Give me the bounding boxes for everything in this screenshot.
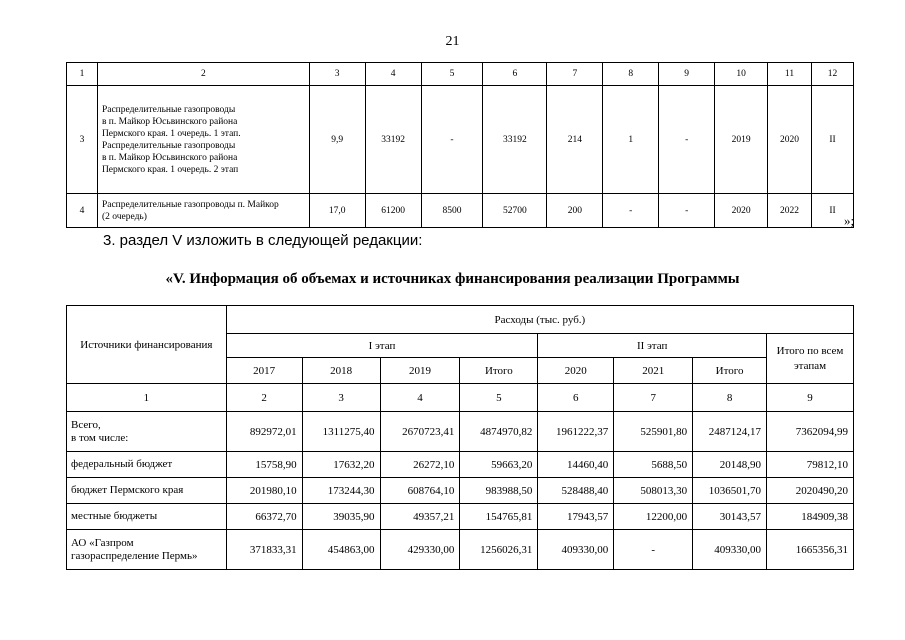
value-cell: 59663,20 [460,452,538,478]
name-line: в том числе: [71,431,129,444]
object-name [97,86,309,194]
cell: 2020 [715,194,768,228]
value-cell: 201980,10 [226,478,302,504]
value-cell: 2670723,41 [380,412,460,452]
name-line: в п. Майкор Юсьвинского района [101,152,238,163]
value-cell: 371833,31 [226,530,302,570]
value-cell: 525901,80 [614,412,693,452]
cell: II [811,86,853,194]
value-cell: 1665356,31 [767,530,854,570]
value-cell: 409330,00 [538,530,614,570]
column-number: 9 [767,384,854,412]
closing-quote: »; [844,213,855,228]
cell: - [659,86,715,194]
column-numbers-row [67,384,854,412]
value-cell: 2487124,17 [693,412,767,452]
row-number: 3 [67,86,98,194]
value-cell: - [614,530,693,570]
name-line: АО «Газпром [71,536,134,549]
name-line: (2 очередь) [101,211,147,222]
sources-header: Источники финансирования [67,306,227,384]
value-cell: 429330,00 [380,530,460,570]
year-header: 2021 [614,358,693,384]
column-number: 1 [67,63,98,86]
object-name [97,194,309,228]
column-number: 7 [614,384,693,412]
table-header-row [67,63,854,86]
table-row [67,478,854,504]
table-row [67,194,854,228]
value-cell: 4874970,82 [460,412,538,452]
column-number: 9 [659,63,715,86]
column-number: 6 [483,63,547,86]
value-cell: 508013,30 [614,478,693,504]
header-row [67,306,854,334]
value-cell: 2020490,20 [767,478,854,504]
stage1-header: I этап [226,334,538,358]
source-name: федеральный бюджет [67,452,227,478]
value-cell: 892972,01 [226,412,302,452]
value-cell: 79812,10 [767,452,854,478]
column-number: 5 [460,384,538,412]
cell: 33192 [365,86,421,194]
row-number: 4 [67,194,98,228]
name-line: Распределительные газопроводы [101,104,236,115]
name-line: Пермского края. 1 очередь. 1 этап. [101,128,241,139]
value-cell: 26272,10 [380,452,460,478]
column-number: 12 [811,63,853,86]
expenses-header: Расходы (тыс. руб.) [226,306,853,334]
cell: II [811,194,853,228]
name-line: Пермского края. 1 очередь. 2 этап [101,164,239,175]
source-name [67,530,227,570]
value-cell: 154765,81 [460,504,538,530]
cell: 1 [603,86,659,194]
value-cell: 983988,50 [460,478,538,504]
value-cell: 49357,21 [380,504,460,530]
column-number: 1 [67,384,227,412]
column-number: 2 [97,63,309,86]
column-number: 8 [603,63,659,86]
value-cell: 39035,90 [302,504,380,530]
stage2-header: II этап [538,334,767,358]
name-line: газораспределение Пермь» [71,549,198,562]
cell: 52700 [483,194,547,228]
cell: - [659,194,715,228]
cell: 2019 [715,86,768,194]
value-cell: 17943,57 [538,504,614,530]
table-row [67,452,854,478]
value-cell: 1256026,31 [460,530,538,570]
column-number: 5 [421,63,483,86]
year-header: 2020 [538,358,614,384]
name-line: Всего, [71,418,101,431]
cell: 33192 [483,86,547,194]
value-cell: 12200,00 [614,504,693,530]
cell: - [421,86,483,194]
cell: 17,0 [309,194,365,228]
value-cell: 409330,00 [693,530,767,570]
year-header: Итого [693,358,767,384]
construction-table [66,62,854,228]
column-number: 7 [547,63,603,86]
page-number: 21 [445,34,460,49]
table-row [67,412,854,452]
financing-table [66,305,854,570]
value-cell: 15758,90 [226,452,302,478]
value-cell: 1961222,37 [538,412,614,452]
column-number: 6 [538,384,614,412]
value-cell: 20148,90 [693,452,767,478]
total-all-header: Итого по всем этапам [767,334,854,384]
cell: 214 [547,86,603,194]
cell: 2020 [768,86,812,194]
column-number: 3 [309,63,365,86]
column-number: 3 [302,384,380,412]
column-number: 2 [226,384,302,412]
section-title: «V. Информация об объемах и источниках финансирования реализации Программы [165,271,740,287]
value-cell: 17632,20 [302,452,380,478]
cell: 200 [547,194,603,228]
value-cell: 30143,57 [693,504,767,530]
column-number: 8 [693,384,767,412]
value-cell: 7362094,99 [767,412,854,452]
cell: 9,9 [309,86,365,194]
cell: 61200 [365,194,421,228]
table-row [67,86,854,194]
year-header: 2018 [302,358,380,384]
column-number: 4 [380,384,460,412]
year-header: 2017 [226,358,302,384]
value-cell: 454863,00 [302,530,380,570]
value-cell: 66372,70 [226,504,302,530]
cell: - [603,194,659,228]
source-name: местные бюджеты [67,504,227,530]
table-row [67,530,854,570]
column-number: 11 [768,63,812,86]
instruction-text: 3. раздел V изложить в следующей редакции: [103,232,423,249]
column-number: 4 [365,63,421,86]
value-cell: 14460,40 [538,452,614,478]
value-cell: 1311275,40 [302,412,380,452]
value-cell: 528488,40 [538,478,614,504]
value-cell: 1036501,70 [693,478,767,504]
name-line: Распределительные газопроводы п. Майкор [101,199,279,210]
cell: 8500 [421,194,483,228]
table-row [67,504,854,530]
name-line: Распределительные газопроводы [101,140,236,151]
value-cell: 173244,30 [302,478,380,504]
source-name: бюджет Пермского края [67,478,227,504]
name-line: в п. Майкор Юсьвинского района [101,116,238,127]
year-header: Итого [460,358,538,384]
value-cell: 5688,50 [614,452,693,478]
year-header: 2019 [380,358,460,384]
value-cell: 608764,10 [380,478,460,504]
cell: 2022 [768,194,812,228]
column-number: 10 [715,63,768,86]
source-name [67,412,227,452]
value-cell: 184909,38 [767,504,854,530]
